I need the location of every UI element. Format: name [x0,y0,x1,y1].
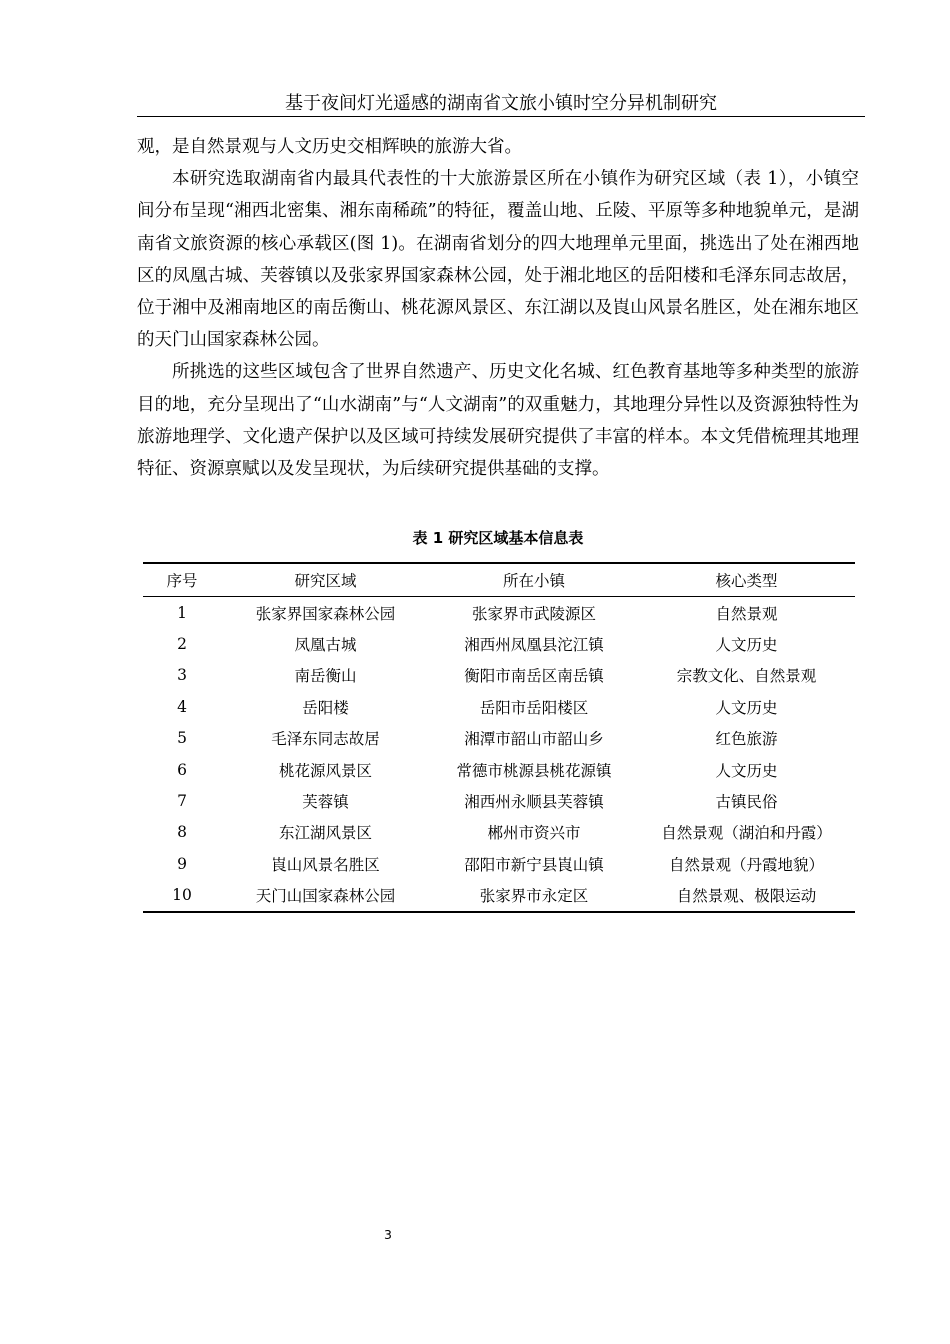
cell-type: 自然景观（丹霞地貌） [668,855,824,874]
column-header-town: 所在小镇 [502,572,565,590]
table-row [143,628,855,659]
cell-index: 3 [177,666,187,685]
table-row [143,848,855,879]
cell-type: 人文历史 [715,761,778,780]
cell-town: 张家界市永定区 [479,887,589,906]
running-header-title: 基于夜间灯光遥感的湖南省文旅小镇时空分异机制研究 [285,93,717,114]
table-row [143,785,855,816]
column-header-index: 序号 [166,572,198,590]
cell-type: 自然景观、极限运动 [676,887,817,906]
cell-town: 衡阳市南岳区南岳镇 [464,667,604,686]
table-caption: 表 1 研究区域基本信息表 [412,529,584,547]
cell-region: 崀山风景名胜区 [271,855,380,874]
cell-index: 6 [177,760,187,779]
cell-region: 张家界国家森林公园 [255,604,396,623]
table-row [143,754,855,785]
cell-index: 9 [177,854,187,873]
cell-region: 岳阳楼 [302,698,349,717]
cell-town: 湘西州永顺县芙蓉镇 [464,793,604,812]
cell-town: 郴州市资兴市 [487,824,581,843]
cell-region: 桃花源风景区 [278,761,372,780]
cell-town: 张家界市武陵源区 [471,604,596,623]
cell-town: 邵阳市新宁县崀山镇 [464,855,604,874]
cell-index: 2 [177,635,187,654]
cell-type: 人文历史 [715,698,778,717]
table-row [143,597,855,629]
cell-index: 1 [177,603,187,622]
page-number: 3 [384,1227,392,1242]
cell-town: 常德市桃源县桃花源镇 [456,761,612,780]
cell-type: 宗教文化、自然景观 [676,667,817,686]
cell-type: 自然景观（湖泊和丹霞） [661,824,832,843]
column-header-type: 核心类型 [715,572,778,590]
body-text [137,131,859,485]
cell-town: 湘西州凤凰县沱江镇 [464,636,604,655]
cell-index: 8 [177,823,187,842]
cell-town: 湘潭市韶山市韶山乡 [464,730,604,749]
study-area-table [143,562,855,913]
table-header-row [143,563,855,597]
cell-region: 南岳衡山 [294,667,357,686]
paragraph-significance: 所挑选的这些区域包含了世界自然遗产、历史文化名城、红色教育基地等多种类型的旅游目的地，充分呈现出了“山水湖南”与“人文湖南”的双重魅力，其地理分异性以及资源独特性为旅游地理学、文化遗产保护以及区域可持续发展研究提供了丰富的样本。本文凭借梳理其地理特征、资源禀赋以及发呈现状，为后续研究提供基础的支撑。 [137,362,859,480]
cell-index: 10 [172,886,192,905]
cell-region: 毛泽东同志故居 [271,730,380,749]
paragraph-continuation: 观，是自然景观与人文历史交相辉映的旅游大省。 [137,137,522,157]
cell-index: 7 [177,792,187,811]
table-row [143,817,855,848]
cell-type: 古镇民俗 [715,793,778,812]
cell-type: 人文历史 [715,636,778,655]
cell-index: 5 [177,729,187,748]
cell-town: 岳阳市岳阳楼区 [479,698,589,717]
cell-region: 天门山国家森林公园 [255,887,396,906]
header-divider [137,116,865,117]
paragraph-study-area: 本研究选取湖南省内最具代表性的十大旅游景区所在小镇作为研究区域（表 1），小镇空间分布呈现“湘西北密集、湘东南稀疏”的特征，覆盖山地、丘陵、平原等多种地貌单元，是湖南省文旅资源的核心承载区(图 1)。在湖南省划分的四大地理单元里面，挑选出了处在湘西地区的凤凰古城、芙蓉镇以及张家界国家森林公园，处于湘北地区的岳阳楼和毛泽东同志故居，位于湘中及湘南地区的南岳衡山、桃花源风景区、东江湖以及崀山风景名胜区，处在湘东地区的天门山国家森林公园。 [137,169,859,351]
cell-region: 凤凰古城 [294,636,357,655]
table-row [143,880,855,912]
table-row [143,723,855,754]
cell-type: 自然景观 [715,604,778,623]
column-header-region: 研究区域 [294,572,357,590]
cell-index: 4 [177,697,187,716]
cell-type: 红色旅游 [715,730,778,749]
table-row [143,660,855,691]
cell-region: 芙蓉镇 [302,793,349,812]
table-row [143,691,855,722]
cell-region: 东江湖风景区 [278,824,372,843]
